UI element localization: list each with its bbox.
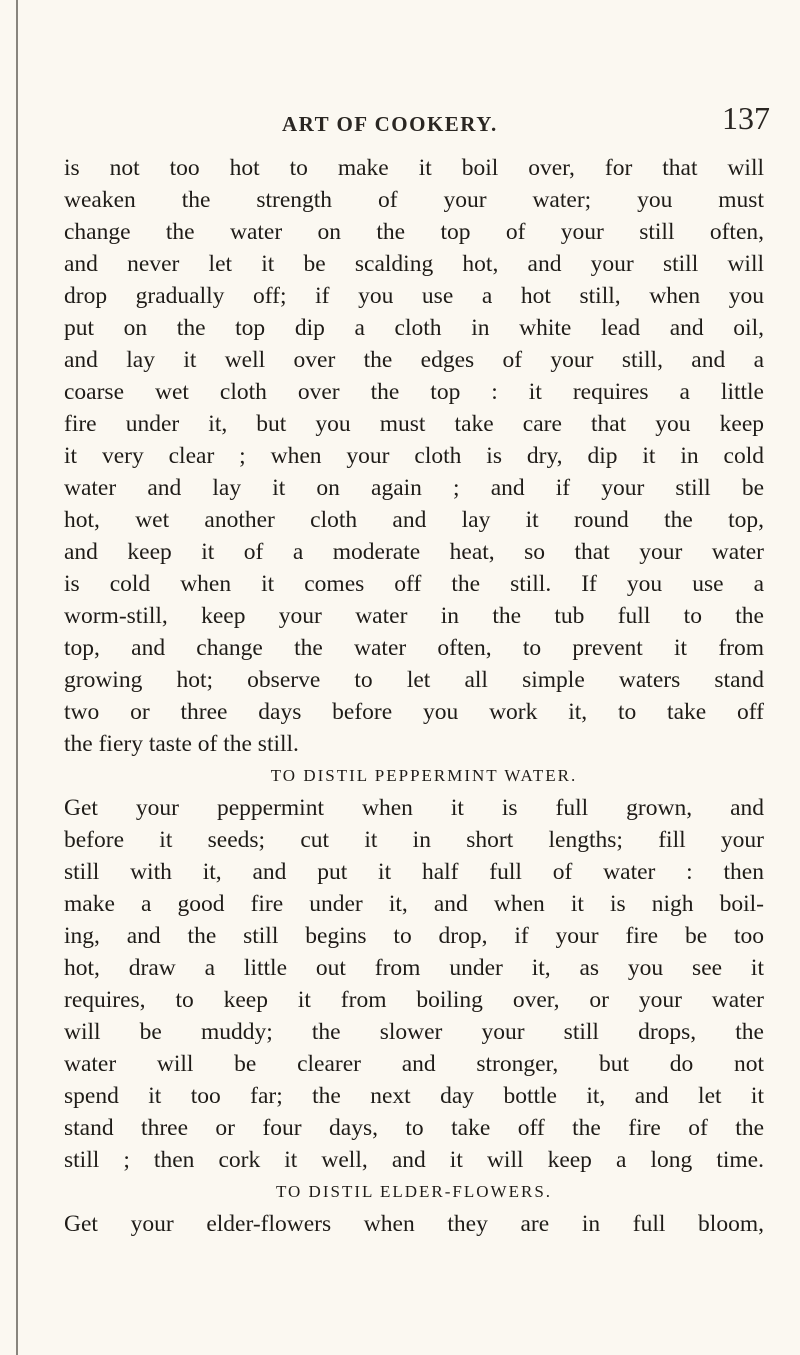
text-line: it very clear ; when your cloth is dry, dip it in cold (64, 443, 764, 469)
text-line: will be muddy; the slower your still drops, the (64, 1019, 764, 1045)
running-head (0, 100, 800, 140)
text-line: make a good fire under it, and when it is nigh boil- (64, 891, 764, 917)
text-line: weaken the strength of your water; you must (64, 187, 764, 213)
text-line: still ; then cork it well, and it will keep a long time. (64, 1147, 764, 1173)
text-line: Get your elder-flowers when they are in full bloom, (64, 1211, 764, 1237)
text-line: Get your peppermint when it is full grown, and (64, 795, 764, 821)
text-line: still with it, and put it half full of water : then (64, 859, 764, 885)
text-line: coarse wet cloth over the top : it requires a little (64, 379, 764, 405)
text-line: hot, wet another cloth and lay it round the top, (64, 507, 764, 533)
text-line: drop gradually off; if you use a hot still, when you (64, 283, 764, 309)
text-line: spend it too far; the next day bottle it, and let it (64, 1083, 764, 1109)
text-line: is cold when it comes off the still. If you use a (64, 571, 764, 597)
text-line: requires, to keep it from boiling over, or your water (64, 987, 764, 1013)
paragraph-3 (64, 1208, 764, 1240)
text-line: put on the top dip a cloth in white lead and oil, (64, 315, 764, 341)
text-line: and never let it be scalding hot, and your still will (64, 251, 764, 277)
body-text (64, 152, 764, 1240)
text-line: stand three or four days, to take off the fire of the (64, 1115, 764, 1141)
section-heading-peppermint: TO DISTIL PEPPERMINT WATER. (270, 766, 578, 785)
text-line: change the water on the top of your still often, (64, 219, 764, 245)
text-line: the fiery taste of the still. (64, 731, 299, 757)
text-line: before it seeds; cut it in short lengths; fill your (64, 827, 764, 853)
text-line: top, and change the water often, to prevent it from (64, 635, 764, 661)
text-line: water and lay it on again ; and if your still be (64, 475, 764, 501)
text-line: worm-still, keep your water in the tub full to the (64, 603, 764, 629)
text-line: hot, draw a little out from under it, as you see it (64, 955, 764, 981)
text-line: two or three days before you work it, to take off (64, 699, 764, 725)
section-heading-elder-flowers: TO DISTIL ELDER-FLOWERS. (275, 1182, 553, 1201)
paragraph-2 (64, 792, 764, 1176)
page-number: 137 (722, 100, 770, 136)
text-line: growing hot; observe to let all simple waters stand (64, 667, 764, 693)
text-line: fire under it, but you must take care that you keep (64, 411, 764, 437)
running-head-title: ART OF COOKERY. (282, 112, 498, 136)
text-line: and keep it of a moderate heat, so that your water (64, 539, 764, 565)
text-line: and lay it well over the edges of your still, and a (64, 347, 764, 373)
text-line: water will be clearer and stronger, but do not (64, 1051, 764, 1077)
text-line: ing, and the still begins to drop, if your fire be too (64, 923, 764, 949)
text-line: is not too hot to make it boil over, for that will (64, 155, 764, 181)
paragraph-1 (64, 152, 764, 760)
gutter-line (16, 0, 18, 1355)
